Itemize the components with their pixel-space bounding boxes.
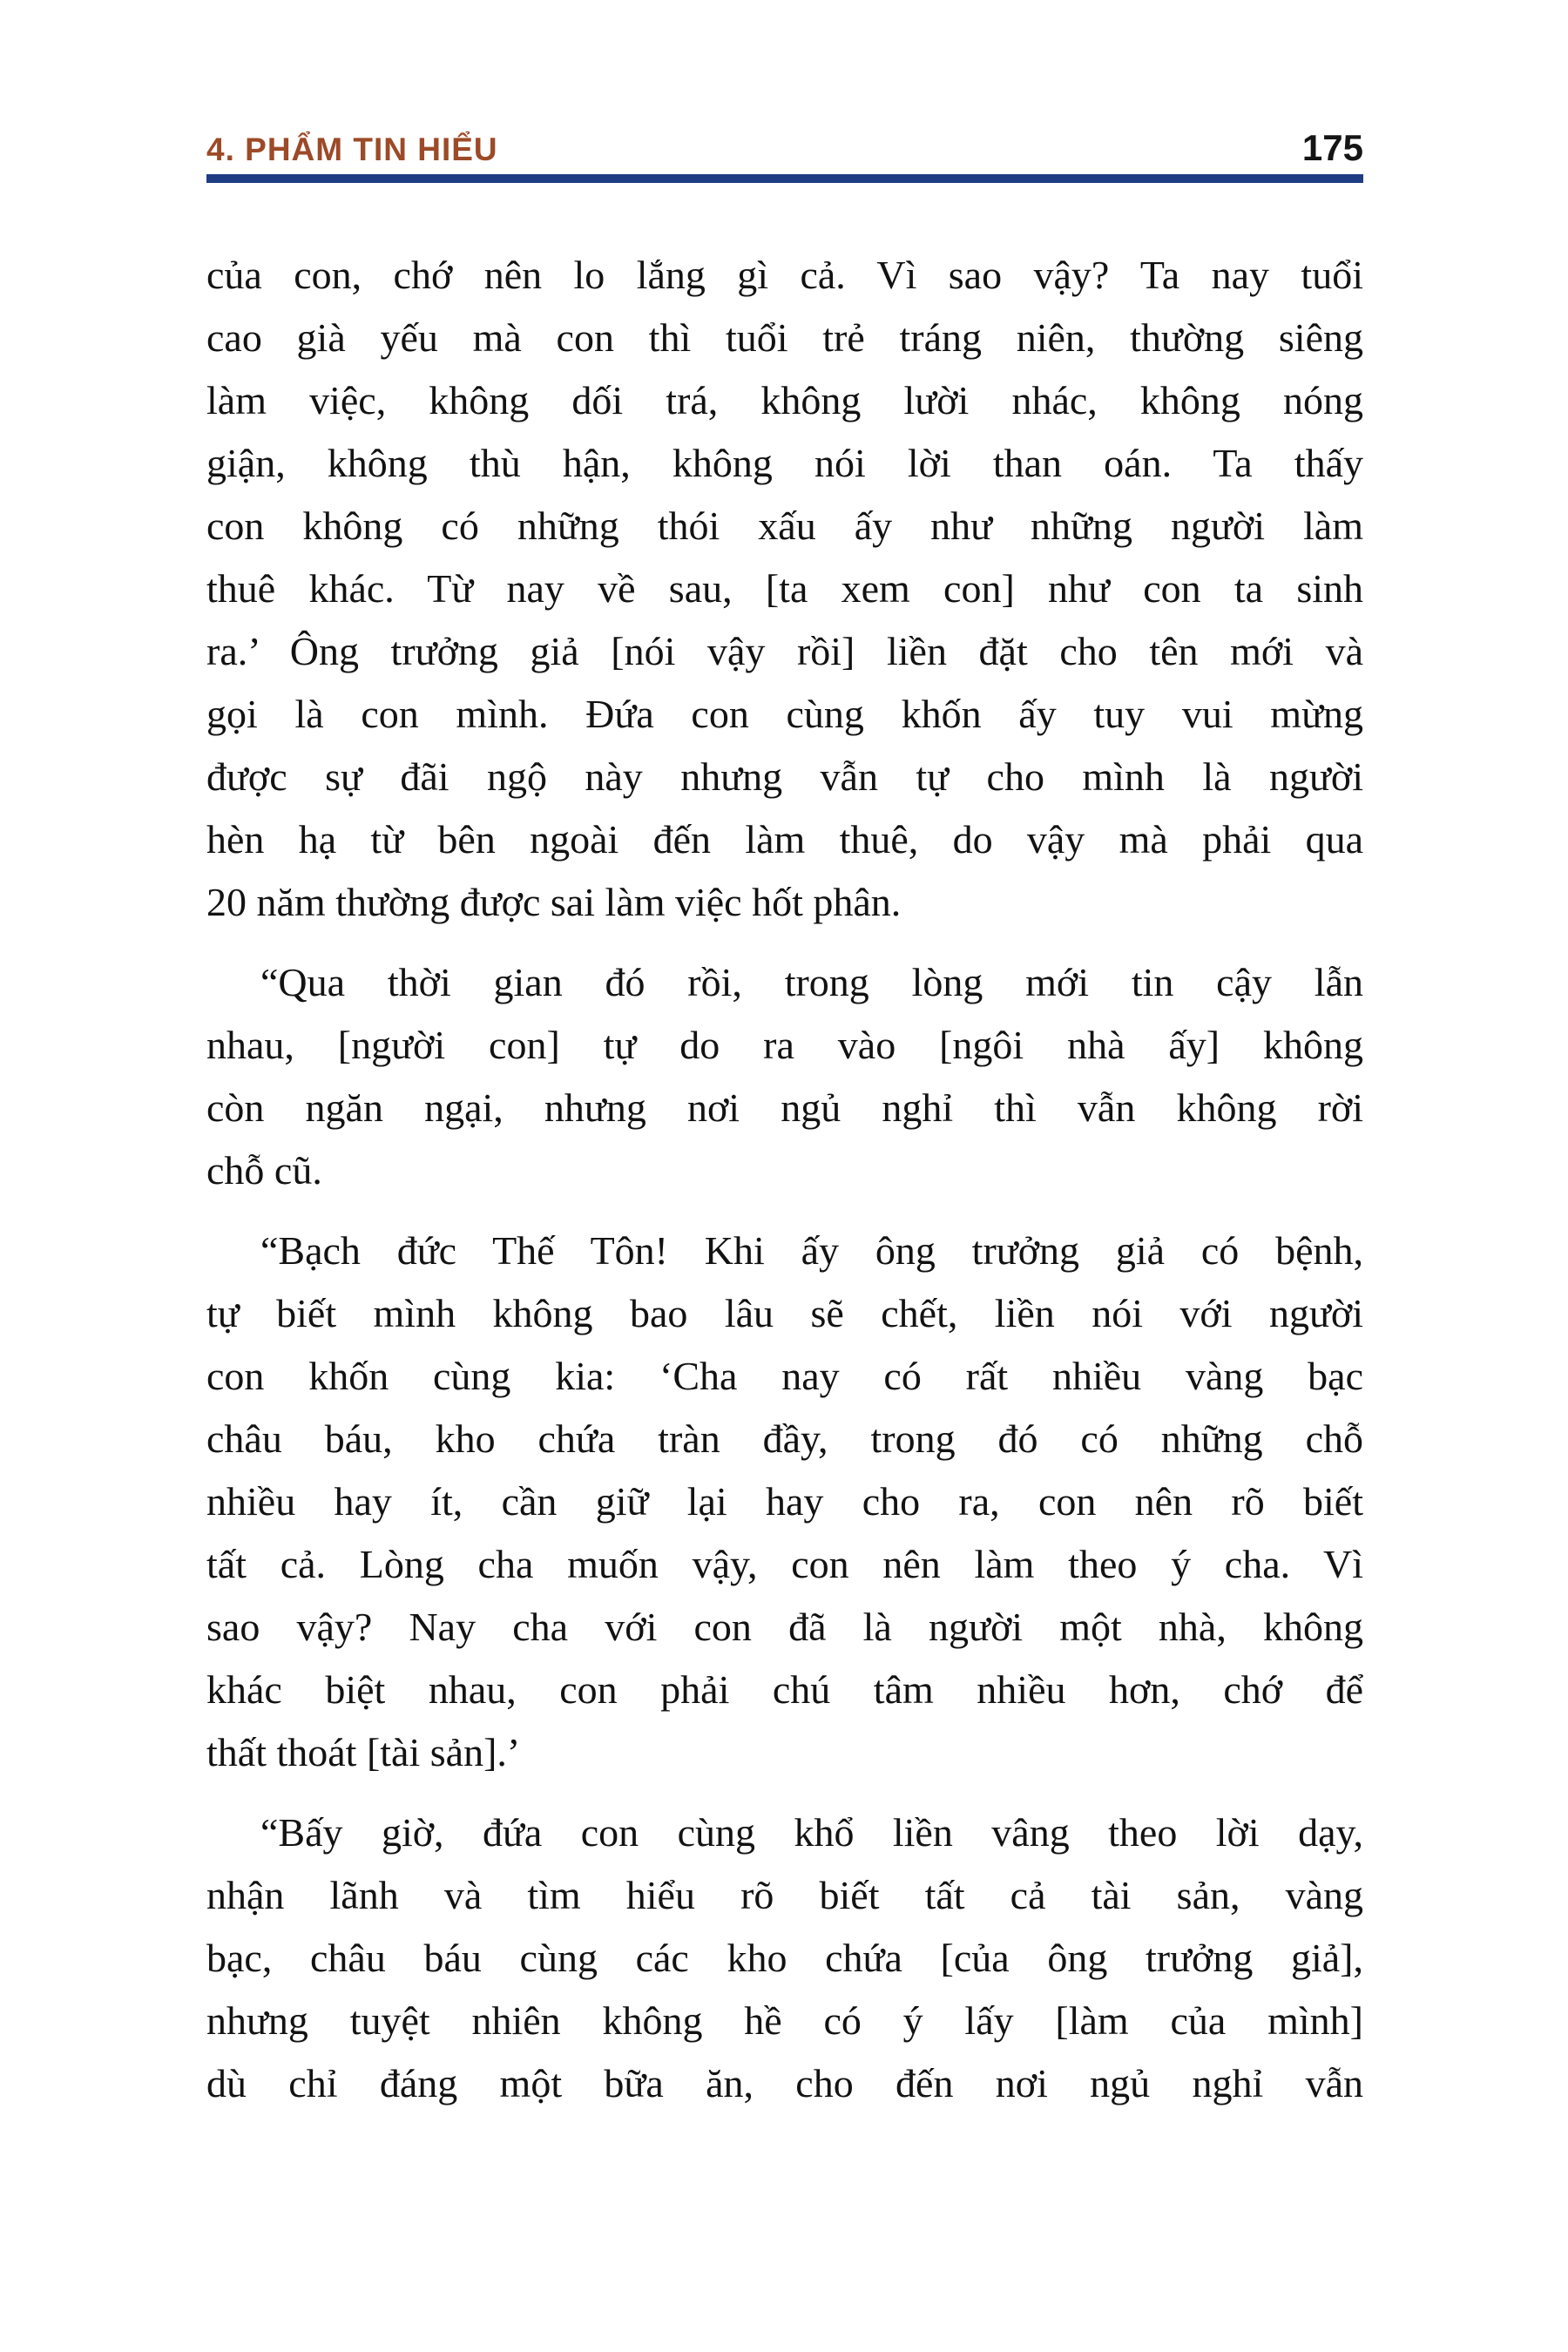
- text-line: của con, chớ nên lo lắng gì cả. Vì sao vậy? Ta nay tuổi: [206, 253, 1363, 297]
- chapter-title: 4. PHẨM TIN HIỂU: [206, 132, 498, 167]
- text-line: hèn hạ từ bên ngoài đến làm thuê, do vậy mà phải qua: [206, 817, 1363, 862]
- text-line: nhận lãnh và tìm hiểu rõ biết tất cả tài sản, vàng: [206, 1873, 1363, 1917]
- header-rule-divider: [206, 174, 1363, 183]
- paragraph: [206, 1220, 1363, 1784]
- text-line: tất cả. Lòng cha muốn vậy, con nên làm theo ý cha. Vì: [206, 1542, 1363, 1586]
- text-line: khác biệt nhau, con phải chú tâm nhiều hơn, chớ để: [206, 1667, 1363, 1712]
- text-line: thuê khác. Từ nay về sau, [ta xem con] như con ta sinh: [206, 566, 1363, 611]
- text-line: giận, không thù hận, không nói lời than oán. Ta thấy: [206, 441, 1363, 485]
- text-line: được sự đãi ngộ này nhưng vẫn tự cho mình là người: [206, 754, 1363, 799]
- text-line: châu báu, kho chứa tràn đầy, trong đó có những chỗ: [206, 1416, 1363, 1461]
- text-line: nhau, [người con] tự do ra vào [ngôi nhà ấy] không: [206, 1023, 1363, 1067]
- text-line: con khốn cùng kia: ‘Cha nay có rất nhiều vàng bạc: [206, 1354, 1363, 1398]
- text-line: chỗ cũ.: [206, 1148, 322, 1193]
- text-line: làm việc, không dối trá, không lười nhác, không nóng: [206, 378, 1363, 422]
- page-number: 175: [1301, 127, 1363, 168]
- text-line: còn ngăn ngại, nhưng nơi ngủ nghỉ thì vẫn không rời: [206, 1085, 1363, 1130]
- text-line: 20 năm thường được sai làm việc hốt phân.: [206, 880, 902, 924]
- text-line: cao già yếu mà con thì tuổi trẻ tráng niên, thường siêng: [206, 315, 1363, 360]
- text-line: “Qua thời gian đó rồi, trong lòng mới tin cậy lẫn: [260, 960, 1363, 1004]
- paragraph: [206, 1801, 1363, 2115]
- text-line: dù chỉ đáng một bữa ăn, cho đến nơi ngủ nghỉ vẫn: [206, 2061, 1363, 2105]
- text-line: “Bạch đức Thế Tôn! Khi ấy ông trưởng giả có bệnh,: [260, 1228, 1363, 1273]
- text-line: tự biết mình không bao lâu sẽ chết, liền nói với người: [206, 1291, 1363, 1335]
- text-line: gọi là con mình. Đứa con cùng khốn ấy tuy vui mừng: [206, 692, 1363, 736]
- text-line: nhiều hay ít, cần giữ lại hay cho ra, con nên rõ biết: [206, 1479, 1363, 1524]
- text-line: bạc, châu báu cùng các kho chứa [của ông trưởng giả],: [206, 1936, 1363, 1980]
- paragraph: [206, 244, 1363, 934]
- text-line: nhưng tuyệt nhiên không hề có ý lấy [làm của mình]: [206, 1998, 1363, 2043]
- page-header: [206, 127, 1363, 169]
- text-line: “Bấy giờ, đứa con cùng khổ liền vâng theo lời dạy,: [260, 1810, 1363, 1855]
- text-line: thất thoát [tài sản].’: [206, 1730, 521, 1774]
- body-text: [206, 244, 1363, 2115]
- text-line: con không có những thói xấu ấy như những người làm: [206, 504, 1363, 548]
- paragraph: [206, 951, 1363, 1202]
- text-line: sao vậy? Nay cha với con đã là người một nhà, không: [206, 1605, 1363, 1649]
- text-line: ra.’ Ông trưởng giả [nói vậy rồi] liền đặt cho tên mới và: [206, 629, 1363, 673]
